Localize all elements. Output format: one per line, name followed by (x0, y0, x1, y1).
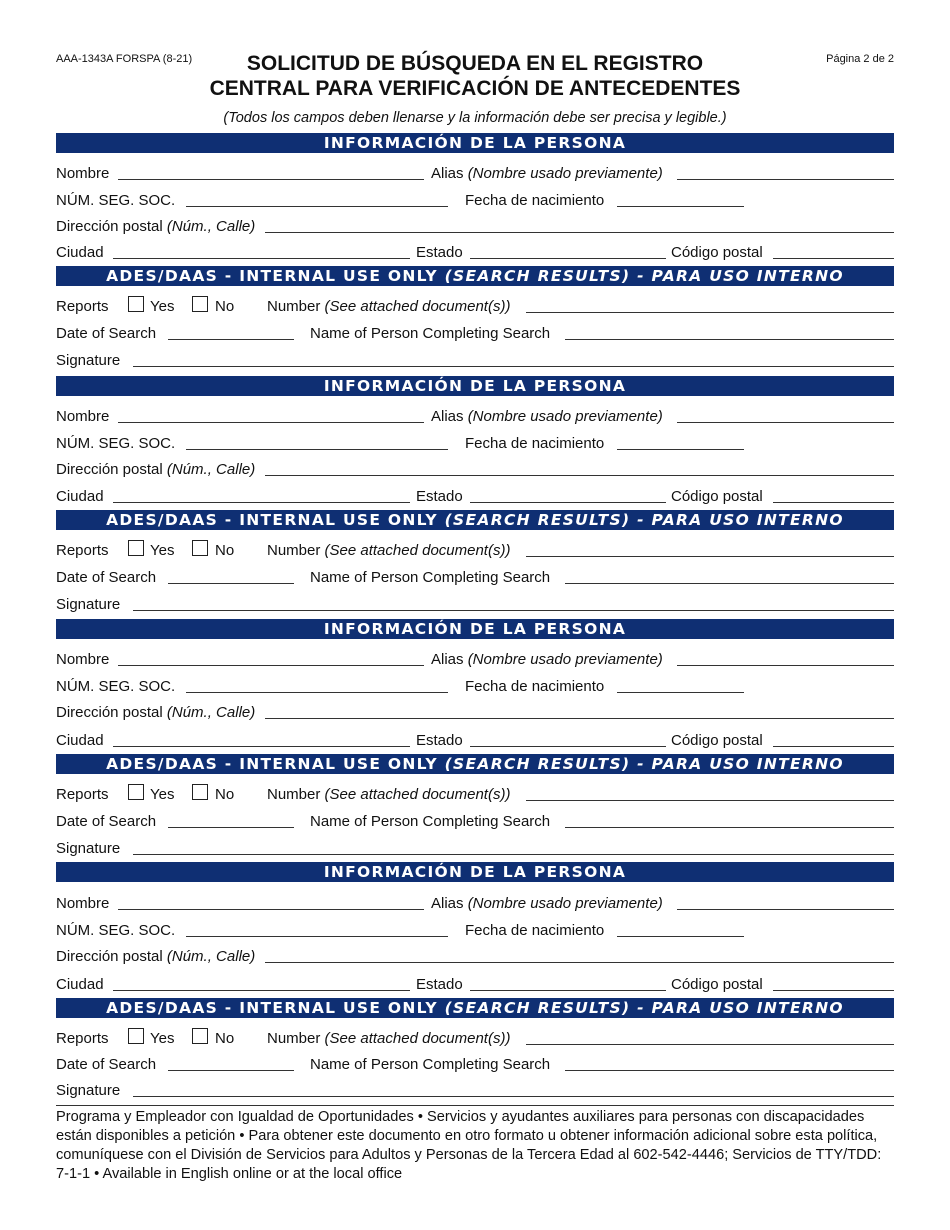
signature-field[interactable] (133, 610, 894, 611)
name-field[interactable] (118, 422, 424, 423)
number-label: Number (See attached document(s)) (267, 298, 511, 315)
city-label: Ciudad (56, 976, 104, 993)
city-field[interactable] (113, 990, 410, 991)
completer-label: Name of Person Completing Search (310, 569, 551, 586)
signature-row (56, 350, 894, 372)
name-label: Nombre (56, 408, 110, 425)
title-line-2: CENTRAL PARA VERIFICACIÓN DE ANTECEDENTES (209, 77, 741, 100)
alias-field[interactable] (677, 422, 894, 423)
completer-field[interactable] (565, 583, 894, 584)
number-field[interactable] (526, 556, 894, 557)
reports-row (56, 540, 894, 562)
footer-divider (56, 1105, 894, 1106)
number-field[interactable] (526, 312, 894, 313)
form-id: AAA-1343A FORSPA (8-21) (56, 53, 193, 65)
search-date-row (56, 811, 894, 833)
page-number: Página 2 de 2 (826, 53, 894, 65)
reports-no-checkbox[interactable] (192, 784, 208, 800)
state-field[interactable] (470, 746, 666, 747)
signature-label: Signature (56, 352, 121, 369)
state-field[interactable] (470, 502, 666, 503)
city-state-zip-row (56, 242, 894, 264)
date-of-search-label: Date of Search (56, 813, 157, 830)
reports-label: Reports (56, 542, 109, 559)
name-label: Nombre (56, 895, 110, 912)
ssn-field[interactable] (186, 692, 448, 693)
name-alias-row (56, 649, 894, 671)
city-field[interactable] (113, 746, 410, 747)
alias-field[interactable] (677, 179, 894, 180)
completer-field[interactable] (565, 339, 894, 340)
zip-label: Código postal (671, 732, 763, 749)
signature-label: Signature (56, 1082, 121, 1099)
city-field[interactable] (113, 258, 410, 259)
ssn-label: NÚM. SEG. SOC. (56, 435, 176, 452)
reports-yes-checkbox[interactable] (128, 540, 144, 556)
state-label: Estado (416, 976, 463, 993)
person-section-heading: INFORMACIÓN DE LA PERSONA (56, 133, 894, 153)
name-label: Nombre (56, 651, 110, 668)
reports-no-checkbox[interactable] (192, 296, 208, 312)
name-field[interactable] (118, 179, 424, 180)
address-row (56, 459, 894, 481)
city-label: Ciudad (56, 488, 104, 505)
yes-label: Yes (150, 786, 175, 803)
ssn-label: NÚM. SEG. SOC. (56, 678, 176, 695)
dob-field[interactable] (617, 206, 744, 207)
name-alias-row (56, 163, 894, 185)
state-label: Estado (416, 488, 463, 505)
signature-field[interactable] (133, 366, 894, 367)
alias-label: Alias (Nombre usado previamente) (431, 895, 663, 912)
person-section-heading: INFORMACIÓN DE LA PERSONA (56, 376, 894, 396)
ssn-field[interactable] (186, 206, 448, 207)
name-alias-row (56, 893, 894, 915)
state-label: Estado (416, 244, 463, 261)
dob-label: Fecha de nacimiento (465, 678, 605, 695)
internal-use-heading: ADES/DAAS - INTERNAL USE ONLY (SEARCH RESULTS) - PARA USO INTERNO (56, 510, 894, 530)
signature-label: Signature (56, 596, 121, 613)
footer-notice: Programa y Empleador con Igualdad de Oportunidades • Servicios y ayudantes auxiliares para personas con discapacidades están disponibles a petición • Para obtener este documento en otro formato u obtener información adicional sobre esta política, comuníquese con el División de Servicios para Adultos y Personas de la Tercera Edad al 602-542-4446; Servicios de TTY/TDD: 7-1-1 • Available in English online or at the local office (56, 1109, 882, 1182)
reports-row (56, 1028, 894, 1050)
address-row (56, 216, 894, 238)
reports-label: Reports (56, 298, 109, 315)
ssn-dob-row (56, 676, 894, 698)
address-field[interactable] (265, 718, 894, 719)
internal-use-heading: ADES/DAAS - INTERNAL USE ONLY (SEARCH RESULTS) - PARA USO INTERNO (56, 998, 894, 1018)
address-label: Dirección postal (Núm., Calle) (56, 218, 256, 235)
date-of-search-label: Date of Search (56, 1056, 157, 1073)
no-label: No (215, 786, 235, 803)
date-of-search-label: Date of Search (56, 569, 157, 586)
dob-field[interactable] (617, 449, 744, 450)
zip-label: Código postal (671, 976, 763, 993)
completer-label: Name of Person Completing Search (310, 813, 551, 830)
no-label: No (215, 298, 235, 315)
ssn-dob-row (56, 433, 894, 455)
name-field[interactable] (118, 665, 424, 666)
address-label: Dirección postal (Núm., Calle) (56, 461, 256, 478)
number-label: Number (See attached document(s)) (267, 786, 511, 803)
city-label: Ciudad (56, 732, 104, 749)
date-of-search-label: Date of Search (56, 325, 157, 342)
reports-row (56, 784, 894, 806)
reports-no-checkbox[interactable] (192, 1028, 208, 1044)
internal-use-heading: ADES/DAAS - INTERNAL USE ONLY (SEARCH RESULTS) - PARA USO INTERNO (56, 266, 894, 286)
no-label: No (215, 542, 235, 559)
page-title (0, 51, 950, 101)
signature-row (56, 838, 894, 860)
address-label: Dirección postal (Núm., Calle) (56, 948, 256, 965)
state-field[interactable] (470, 258, 666, 259)
completer-label: Name of Person Completing Search (310, 1056, 551, 1073)
completer-field[interactable] (565, 827, 894, 828)
dob-field[interactable] (617, 692, 744, 693)
zip-label: Código postal (671, 244, 763, 261)
reports-no-checkbox[interactable] (192, 540, 208, 556)
city-field[interactable] (113, 502, 410, 503)
city-state-zip-row (56, 486, 894, 508)
date-of-search-field[interactable] (168, 583, 294, 584)
signature-row (56, 1080, 894, 1102)
zip-field[interactable] (773, 990, 894, 991)
state-label: Estado (416, 732, 463, 749)
alias-label: Alias (Nombre usado previamente) (431, 165, 663, 182)
address-field[interactable] (265, 962, 894, 963)
date-of-search-field[interactable] (168, 1070, 294, 1071)
yes-label: Yes (150, 298, 175, 315)
alias-field[interactable] (677, 909, 894, 910)
date-of-search-field[interactable] (168, 339, 294, 340)
title-line-1: SOLICITUD DE BÚSQUEDA EN EL REGISTRO (246, 52, 704, 75)
signature-field[interactable] (133, 854, 894, 855)
signature-label: Signature (56, 840, 121, 857)
signature-row (56, 594, 894, 616)
number-field[interactable] (526, 800, 894, 801)
reports-yes-checkbox[interactable] (128, 1028, 144, 1044)
dob-label: Fecha de nacimiento (465, 192, 605, 209)
name-field[interactable] (118, 909, 424, 910)
completer-field[interactable] (565, 1070, 894, 1071)
ssn-dob-row (56, 920, 894, 942)
zip-label: Código postal (671, 488, 763, 505)
address-field[interactable] (265, 232, 894, 233)
search-date-row (56, 567, 894, 589)
dob-label: Fecha de nacimiento (465, 922, 605, 939)
reports-yes-checkbox[interactable] (128, 784, 144, 800)
number-label: Number (See attached document(s)) (267, 542, 511, 559)
person-section-heading: INFORMACIÓN DE LA PERSONA (56, 862, 894, 882)
number-field[interactable] (526, 1044, 894, 1045)
ssn-field[interactable] (186, 449, 448, 450)
name-alias-row (56, 406, 894, 428)
name-label: Nombre (56, 165, 110, 182)
state-field[interactable] (470, 990, 666, 991)
ssn-label: NÚM. SEG. SOC. (56, 922, 176, 939)
no-label: No (215, 1030, 235, 1047)
ssn-label: NÚM. SEG. SOC. (56, 192, 176, 209)
address-row (56, 946, 894, 968)
date-of-search-field[interactable] (168, 827, 294, 828)
internal-use-heading: ADES/DAAS - INTERNAL USE ONLY (SEARCH RESULTS) - PARA USO INTERNO (56, 754, 894, 774)
search-date-row (56, 1054, 894, 1076)
address-row (56, 702, 894, 724)
reports-label: Reports (56, 1030, 109, 1047)
number-label: Number (See attached document(s)) (267, 1030, 511, 1047)
zip-field[interactable] (773, 502, 894, 503)
person-section-heading: INFORMACIÓN DE LA PERSONA (56, 619, 894, 639)
ssn-dob-row (56, 190, 894, 212)
reports-yes-checkbox[interactable] (128, 296, 144, 312)
alias-field[interactable] (677, 665, 894, 666)
alias-label: Alias (Nombre usado previamente) (431, 408, 663, 425)
dob-field[interactable] (617, 936, 744, 937)
search-date-row (56, 323, 894, 345)
zip-field[interactable] (773, 258, 894, 259)
reports-row (56, 296, 894, 318)
reports-label: Reports (56, 786, 109, 803)
yes-label: Yes (150, 542, 175, 559)
zip-field[interactable] (773, 746, 894, 747)
city-state-zip-row (56, 730, 894, 752)
alias-label: Alias (Nombre usado previamente) (431, 651, 663, 668)
completer-label: Name of Person Completing Search (310, 325, 551, 342)
city-state-zip-row (56, 974, 894, 996)
dob-label: Fecha de nacimiento (465, 435, 605, 452)
address-field[interactable] (265, 475, 894, 476)
ssn-field[interactable] (186, 936, 448, 937)
city-label: Ciudad (56, 244, 104, 261)
yes-label: Yes (150, 1030, 175, 1047)
form-instructions: (Todos los campos deben llenarse y la información debe ser precisa y legible.) (223, 110, 727, 126)
signature-field[interactable] (133, 1096, 894, 1097)
address-label: Dirección postal (Núm., Calle) (56, 704, 256, 721)
